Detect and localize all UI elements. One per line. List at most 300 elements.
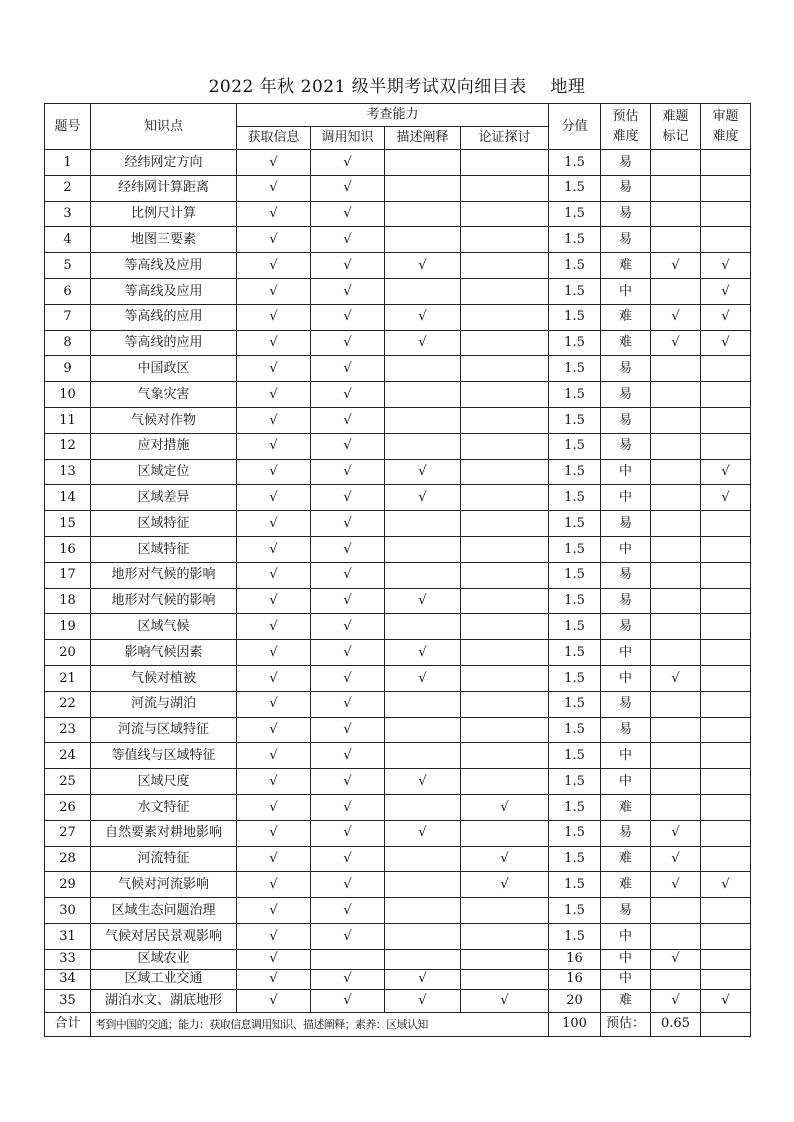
row-ability-knowledge: √ [311,175,385,201]
document-title: 2022 年秋 2021 级半期考试双向细目表 地理 [208,77,586,97]
table-row [45,382,751,408]
row-review-difficulty [701,562,751,588]
row-ability-describe: √ [385,769,461,795]
row-num: 24 [45,743,91,769]
row-ability-knowledge: √ [311,485,385,511]
row-ability-describe [385,743,461,769]
row-ability-info: √ [237,794,311,820]
row-ability-knowledge: √ [311,614,385,640]
row-ability-describe: √ [385,588,461,614]
row-score: 1.5 [549,872,601,898]
row-ability-describe [385,150,461,176]
row-review-difficulty [701,536,751,562]
row-ability-knowledge: √ [311,743,385,769]
row-hard-mark: √ [651,872,701,898]
row-score: 1.5 [549,175,601,201]
row-ability-knowledge: √ [311,640,385,666]
row-num: 23 [45,717,91,743]
row-num: 10 [45,382,91,408]
row-ability-info: √ [237,769,311,795]
row-num: 5 [45,253,91,279]
row-score: 1.5 [549,356,601,382]
table-row [45,304,751,330]
row-knowledge: 区域工业交通 [91,969,237,989]
row-review-difficulty [701,665,751,691]
header-ability-knowledge: 调用知识 [311,127,385,150]
row-est-difficulty: 中 [601,743,651,769]
row-ability-knowledge: √ [311,511,385,537]
table-row [45,588,751,614]
row-num: 6 [45,278,91,304]
row-hard-mark: √ [651,989,701,1012]
row-ability-info: √ [237,356,311,382]
row-review-difficulty [701,614,751,640]
row-hard-mark [651,433,701,459]
row-ability-info: √ [237,562,311,588]
row-score: 1.5 [549,923,601,949]
total-row [45,1012,751,1036]
row-ability-info: √ [237,898,311,924]
row-hard-mark: √ [651,330,701,356]
row-ability-knowledge: √ [311,898,385,924]
row-ability-argue [461,769,549,795]
row-score: 1.5 [549,253,601,279]
row-ability-describe [385,898,461,924]
row-num: 28 [45,846,91,872]
row-knowledge: 等值线与区域特征 [91,743,237,769]
row-ability-describe [385,407,461,433]
row-score: 1.5 [549,304,601,330]
table-row [45,923,751,949]
row-ability-argue [461,227,549,253]
row-hard-mark [651,562,701,588]
row-ability-info: √ [237,330,311,356]
row-ability-knowledge: √ [311,923,385,949]
row-ability-describe [385,227,461,253]
row-ability-argue [461,536,549,562]
row-ability-argue [461,304,549,330]
row-num: 31 [45,923,91,949]
row-knowledge: 等高线的应用 [91,330,237,356]
row-ability-knowledge: √ [311,253,385,279]
row-ability-knowledge: √ [311,872,385,898]
row-review-difficulty [701,794,751,820]
total-score: 100 [549,1012,601,1036]
row-ability-info: √ [237,872,311,898]
row-ability-argue [461,691,549,717]
table-row [45,433,751,459]
total-est-label: 预估： [601,1012,651,1036]
row-hard-mark [651,356,701,382]
row-ability-info: √ [237,820,311,846]
row-num: 12 [45,433,91,459]
row-score: 1.5 [549,665,601,691]
row-ability-knowledge: √ [311,691,385,717]
row-est-difficulty: 易 [601,562,651,588]
row-ability-knowledge: √ [311,769,385,795]
row-score: 1.5 [549,717,601,743]
row-hard-mark: √ [651,253,701,279]
row-est-difficulty: 难 [601,846,651,872]
row-knowledge: 气候对作物 [91,407,237,433]
row-ability-describe: √ [385,640,461,666]
row-ability-knowledge: √ [311,717,385,743]
row-num: 16 [45,536,91,562]
row-review-difficulty: √ [701,278,751,304]
row-ability-info: √ [237,588,311,614]
row-review-difficulty [701,201,751,227]
row-num: 7 [45,304,91,330]
row-knowledge: 等高线的应用 [91,304,237,330]
row-review-difficulty [701,898,751,924]
row-hard-mark [651,898,701,924]
row-knowledge: 经纬网计算距离 [91,175,237,201]
row-ability-info: √ [237,485,311,511]
row-ability-knowledge: √ [311,201,385,227]
row-ability-info: √ [237,459,311,485]
row-num: 25 [45,769,91,795]
row-ability-knowledge: √ [311,562,385,588]
header-hard-mark: 难题标记 [651,104,701,150]
row-est-difficulty: 难 [601,872,651,898]
row-ability-argue [461,614,549,640]
row-num: 33 [45,949,91,969]
row-knowledge: 气候对河流影响 [91,872,237,898]
row-ability-knowledge: √ [311,304,385,330]
row-score: 1.5 [549,330,601,356]
row-est-difficulty: 易 [601,227,651,253]
row-hard-mark [651,923,701,949]
row-review-difficulty [701,640,751,666]
row-knowledge: 河流与湖泊 [91,691,237,717]
row-ability-info: √ [237,691,311,717]
row-score: 1.5 [549,640,601,666]
header-ability-argue: 论证探讨 [461,127,549,150]
row-ability-describe [385,923,461,949]
row-review-difficulty [701,511,751,537]
row-score: 1.5 [549,588,601,614]
row-score: 1.5 [549,278,601,304]
table-row [45,640,751,666]
row-score: 1.5 [549,407,601,433]
row-ability-knowledge: √ [311,382,385,408]
row-num: 17 [45,562,91,588]
row-score: 1.5 [549,485,601,511]
row-knowledge: 中国政区 [91,356,237,382]
row-ability-argue [461,949,549,969]
row-knowledge: 自然要素对耕地影响 [91,820,237,846]
row-num: 20 [45,640,91,666]
row-ability-info: √ [237,923,311,949]
row-est-difficulty: 中 [601,923,651,949]
row-review-difficulty [701,433,751,459]
row-knowledge: 比例尺计算 [91,201,237,227]
table-row [45,949,751,969]
detail-table [44,103,751,1037]
row-ability-describe [385,382,461,408]
row-hard-mark [651,485,701,511]
row-ability-argue [461,407,549,433]
row-ability-argue [461,150,549,176]
row-knowledge: 河流特征 [91,846,237,872]
header-ability-describe: 描述阐释 [385,127,461,150]
table-row [45,485,751,511]
row-review-difficulty: √ [701,872,751,898]
table-row [45,691,751,717]
row-ability-describe: √ [385,253,461,279]
row-ability-knowledge: √ [311,846,385,872]
row-ability-argue [461,201,549,227]
row-num: 4 [45,227,91,253]
row-score: 1.5 [549,433,601,459]
row-ability-argue [461,511,549,537]
row-est-difficulty: 中 [601,536,651,562]
row-knowledge: 气象灾害 [91,382,237,408]
row-ability-describe [385,846,461,872]
row-score: 1.5 [549,227,601,253]
row-knowledge: 河流与区域特征 [91,717,237,743]
row-num: 19 [45,614,91,640]
row-ability-argue [461,330,549,356]
row-num: 35 [45,989,91,1012]
header-knowledge: 知识点 [91,104,237,150]
row-ability-knowledge: √ [311,278,385,304]
table-row [45,150,751,176]
row-review-difficulty [701,407,751,433]
row-hard-mark [651,382,701,408]
row-ability-info: √ [237,989,311,1012]
row-ability-knowledge: √ [311,459,385,485]
row-review-difficulty [701,717,751,743]
row-hard-mark: √ [651,820,701,846]
row-est-difficulty: 中 [601,769,651,795]
row-ability-describe [385,175,461,201]
row-review-difficulty: √ [701,485,751,511]
row-ability-argue [461,898,549,924]
row-score: 1.5 [549,794,601,820]
row-review-difficulty [701,743,751,769]
row-knowledge: 等高线及应用 [91,253,237,279]
row-ability-describe: √ [385,969,461,989]
row-ability-info: √ [237,407,311,433]
row-est-difficulty: 易 [601,691,651,717]
row-num: 30 [45,898,91,924]
header-ability-info: 获取信息 [237,127,311,150]
row-ability-info: √ [237,511,311,537]
row-review-difficulty [701,588,751,614]
row-ability-argue [461,665,549,691]
row-est-difficulty: 难 [601,794,651,820]
row-ability-info: √ [237,969,311,989]
row-ability-info: √ [237,640,311,666]
row-ability-info: √ [237,278,311,304]
row-ability-info: √ [237,743,311,769]
row-num: 11 [45,407,91,433]
row-knowledge: 区域生态问题治理 [91,898,237,924]
table-row [45,175,751,201]
row-est-difficulty: 易 [601,150,651,176]
row-hard-mark [651,201,701,227]
table-row [45,820,751,846]
row-knowledge: 气候对居民景观影响 [91,923,237,949]
row-knowledge: 湖泊水文、湖底地形 [91,989,237,1012]
row-ability-knowledge: √ [311,356,385,382]
row-ability-knowledge [311,949,385,969]
row-ability-describe [385,794,461,820]
row-ability-knowledge: √ [311,665,385,691]
row-ability-describe: √ [385,989,461,1012]
row-hard-mark: √ [651,665,701,691]
row-ability-argue [461,717,549,743]
row-ability-knowledge: √ [311,588,385,614]
table-row [45,407,751,433]
row-est-difficulty: 易 [601,588,651,614]
row-ability-argue [461,640,549,666]
row-hard-mark [651,717,701,743]
row-hard-mark [651,407,701,433]
row-review-difficulty [701,969,751,989]
row-review-difficulty [701,820,751,846]
row-review-difficulty: √ [701,330,751,356]
row-ability-knowledge: √ [311,433,385,459]
row-hard-mark: √ [651,949,701,969]
row-est-difficulty: 易 [601,898,651,924]
row-ability-info: √ [237,253,311,279]
row-ability-argue [461,562,549,588]
row-ability-info: √ [237,949,311,969]
row-ability-knowledge: √ [311,150,385,176]
row-ability-knowledge: √ [311,989,385,1012]
row-ability-describe: √ [385,304,461,330]
row-hard-mark [651,691,701,717]
row-ability-describe: √ [385,485,461,511]
header-score: 分值 [549,104,601,150]
row-num: 2 [45,175,91,201]
row-ability-info: √ [237,175,311,201]
header-review-difficulty: 审题难度 [701,104,751,150]
row-est-difficulty: 易 [601,175,651,201]
row-hard-mark [651,511,701,537]
total-note: 考到中国的交通；能力：获取信息调用知识、描述阐释；素养：区域认知 [91,1012,549,1036]
row-num: 13 [45,459,91,485]
row-knowledge: 经纬网定方向 [91,150,237,176]
row-ability-info: √ [237,846,311,872]
row-num: 18 [45,588,91,614]
row-ability-knowledge: √ [311,536,385,562]
row-num: 29 [45,872,91,898]
row-knowledge: 区域差异 [91,485,237,511]
row-review-difficulty [701,150,751,176]
row-ability-describe [385,562,461,588]
row-hard-mark [651,743,701,769]
row-hard-mark [651,227,701,253]
row-ability-argue [461,743,549,769]
row-ability-knowledge: √ [311,227,385,253]
row-num: 22 [45,691,91,717]
table-row [45,511,751,537]
row-ability-describe [385,433,461,459]
row-ability-describe [385,201,461,227]
row-ability-describe [385,356,461,382]
row-hard-mark [651,150,701,176]
table-row [45,459,751,485]
row-est-difficulty: 易 [601,614,651,640]
row-score: 1.5 [549,820,601,846]
row-review-difficulty [701,923,751,949]
row-hard-mark [651,769,701,795]
row-est-difficulty: 中 [601,949,651,969]
row-hard-mark [651,588,701,614]
row-ability-argue [461,382,549,408]
row-ability-argue [461,433,549,459]
row-ability-info: √ [237,382,311,408]
row-hard-mark [651,459,701,485]
row-ability-argue: √ [461,794,549,820]
row-ability-info: √ [237,227,311,253]
table-row [45,872,751,898]
table-row [45,253,751,279]
table-row [45,665,751,691]
row-hard-mark [651,614,701,640]
table-body [45,150,751,1013]
row-ability-describe [385,536,461,562]
row-ability-describe [385,691,461,717]
row-knowledge: 影响气候因素 [91,640,237,666]
row-review-difficulty [701,846,751,872]
row-ability-info: √ [237,717,311,743]
row-knowledge: 区域气候 [91,614,237,640]
row-ability-argue [461,175,549,201]
row-ability-knowledge: √ [311,820,385,846]
row-knowledge: 地形对气候的影响 [91,562,237,588]
row-ability-argue [461,253,549,279]
table-row [45,846,751,872]
row-ability-argue: √ [461,846,549,872]
total-label: 合计 [45,1012,91,1036]
row-hard-mark [651,640,701,666]
row-ability-info: √ [237,614,311,640]
total-est-value: 0.65 [651,1012,701,1036]
row-review-difficulty: √ [701,459,751,485]
row-est-difficulty: 易 [601,820,651,846]
row-est-difficulty: 易 [601,433,651,459]
row-knowledge: 区域尺度 [91,769,237,795]
row-knowledge: 区域定位 [91,459,237,485]
row-score: 1.5 [549,562,601,588]
row-hard-mark [651,794,701,820]
row-score: 1.5 [549,150,601,176]
table-row [45,614,751,640]
row-score: 1.5 [549,898,601,924]
row-ability-info: √ [237,665,311,691]
row-ability-describe: √ [385,665,461,691]
row-hard-mark [651,278,701,304]
row-num: 1 [45,150,91,176]
row-ability-knowledge: √ [311,794,385,820]
row-score: 1.5 [549,382,601,408]
row-review-difficulty [701,356,751,382]
row-ability-argue [461,356,549,382]
row-ability-describe: √ [385,330,461,356]
row-knowledge: 区域农业 [91,949,237,969]
row-ability-info: √ [237,536,311,562]
row-score: 1.5 [549,614,601,640]
row-score: 16 [549,949,601,969]
row-num: 8 [45,330,91,356]
row-review-difficulty: √ [701,304,751,330]
row-est-difficulty: 易 [601,511,651,537]
row-score: 1.5 [549,691,601,717]
